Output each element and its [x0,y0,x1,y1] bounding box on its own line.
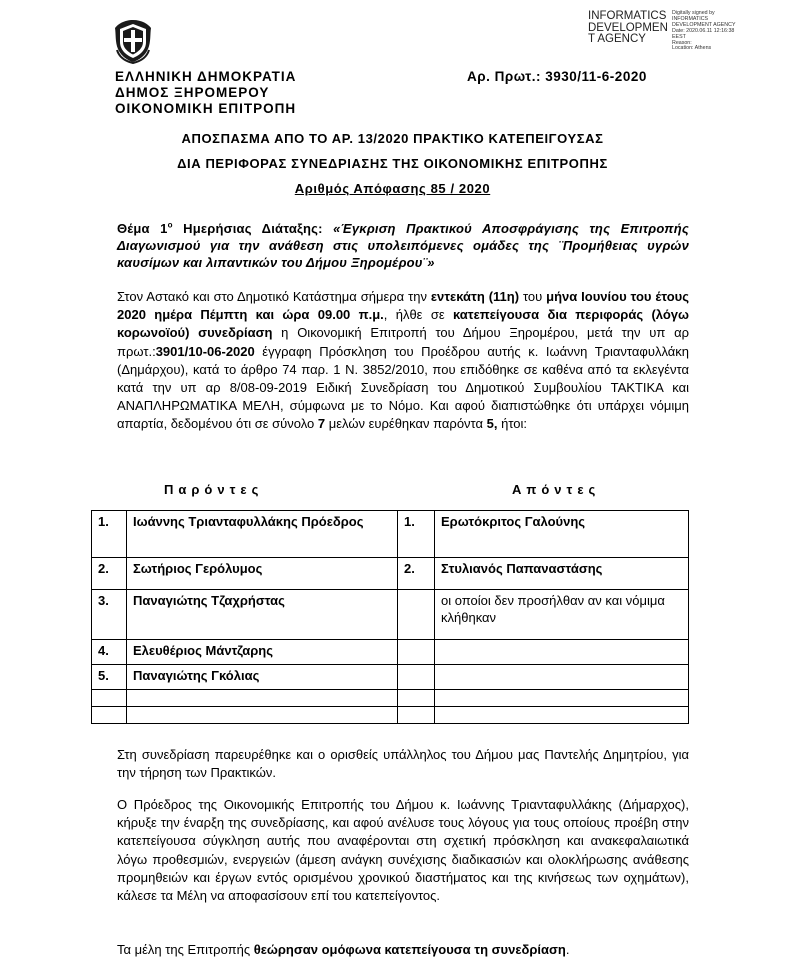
greek-coat-of-arms-icon [112,18,154,64]
present-name: Σωτήριος Γερόλυμος [127,558,398,590]
present-num: 3. [92,590,127,640]
present-name: Ελευθέριος Μάντζαρης [127,640,398,665]
table-row [92,690,689,707]
attendance-table [91,510,689,724]
org-line-committee: ΟΙΚΟΝΟΜΙΚΗ ΕΠΙΤΡΟΠΗ [115,101,297,116]
digital-signature [588,11,778,51]
present-heading: Παρόντες [164,482,264,497]
table-row [92,665,689,690]
present-name: Παναγιώτης Γκόλιας [127,665,398,690]
absent-name: Στυλιανός Παπαναστάσης [435,558,689,590]
absent-num: 1. [398,511,435,558]
present-num: 4. [92,640,127,665]
table-row [92,558,689,590]
org-line-municipality: ΔΗΜΟΣ ΞΗΡΟΜΕΡΟΥ [115,85,270,100]
subject-text: «Έγκριση Πρακτικού Αποσφράγισης της Επιτροπής Διαγωνισμού για την ανάθεση στις υπολειπόμενες ομάδες της ¨Προμήθειας υγρών καυσίμων και λιπαντικών του Δήμου Ξηρομέρου¨» [117,221,689,270]
absent-note: οι οποίοι δεν προσήλθαν αν και νόμιμα κλήθηκαν [435,590,689,640]
agenda-subject [117,220,689,271]
chairman-paragraph: Ο Πρόεδρος της Οικονομικής Επιτροπής του Δήμου κ. Ιωάννης Τριανταφυλλάκης (Δήμαρχος), κήρυξε την έναρξη της συνεδρίασης, και αφού ανέλυσε τους λόγους για τους οποίους προέβη στην κατεπείγουσα σύγκληση αυτής που αναφέρονται στη σχετική πρόσκληση και ανακεφαλαιωτικά λόγω προθεσμιών, ενεργειών (άμεση ανάγκη συνέχισης διαδικασιών και ολοκλήρωσης ανάθεσης προμηθειών και έργων εντός ορισμένου χρονικού διαστήματος και της κινήσεως των οχημάτων), κάλεσε τα Μέλη να αποφασίσουν επί του κατεπείγοντος. [117,797,689,904]
secretary-paragraph: Στη συνεδρίαση παρευρέθηκε και ο ορισθείς υπάλληλος του Δήμου μας Παντελής Δημητρίου, για την τήρηση των Πρακτικών. [117,747,689,781]
present-num: 1. [92,511,127,558]
present-name: Ιωάννης Τριανταφυλλάκης Πρόεδρος [127,511,398,558]
decision-number: Αριθμός Απόφασης 85 / 2020 [294,181,491,196]
table-row [92,590,689,640]
document-title-line2: ΔΙΑ ΠΕΡΙΦΟΡΑΣ ΣΥΝΕΔΡΙΑΣΗΣ ΤΗΣ ΟΙΚΟΝΟΜΙΚΗΣ ΕΠΙΤΡΟΠΗΣ [177,156,608,171]
absent-name: Ερωτόκριτος Γαλούνης [435,511,689,558]
table-row [92,511,689,558]
subject-label: Θέμα $1^o$ Ημερήσιας Διάταξης: [117,220,334,236]
present-num: 2. [92,558,127,590]
unanimous-paragraph: Τα μέλη της Επιτροπής θεώρησαν ομόφωνα κατεπείγουσα τη συνεδρίαση. [117,942,570,957]
present-name: Παναγιώτης Τζαχρήστας [127,590,398,640]
table-row [92,707,689,724]
intro-paragraph: Στον Αστακό και στο Δημοτικό Κατάστημα σήμερα την εντεκάτη (11η) του μήνα Ιουνίου του έτους 2020 ημέρα Πέμπτη και ώρα 09.00 π.μ., ήλθε σε κατεπείγουσα δια περιφοράς (λόγω κορωνοϊού) συνεδρίαση η Οικονομική Επιτροπή του Δήμου Ξηρομέρου, μετά την υπ αρ πρωτ.:3901/10-06-2020 έγγραφη Πρόσκληση του Προέδρου αυτής κ. Ιωάννη Τριανταφυλλάκη (Δημάρχου), κατά το άρθρο 74 παρ. 1 Ν. 3852/2010, που επιδόθηκε σε καθένα από τα εκλεγέντα κατά την υπ αρ 8/08-09-2019 Ειδική Συνεδρίαση του Δημοτικού Συμβουλίου ΤΑΚΤΙΚΑ και ΑΝΑΠΛΗΡΩΜΑΤΙΚΑ ΜΕΛΗ, σύμφωνα με το Νόμο. Και αφού διαπιστώθηκε ότι υπάρχει νόμιμη απαρτία, δεδομένου ότι σε σύνολο 7 μελών ευρέθηκαν παρόντα 5, ήτοι: [117,289,689,432]
present-num: 5. [92,665,127,690]
org-line-republic: ΕΛΛΗΝΙΚΗ ΔΗΜΟΚΡΑΤΙΑ [115,69,297,84]
absent-heading: Απόντες [512,482,601,497]
protocol-number: Αρ. Πρωτ.: 3930/11-6-2020 [467,69,647,84]
absent-num: 2. [398,558,435,590]
document-title-line1: ΑΠΟΣΠΑΣΜΑ ΑΠΟ ΤΟ ΑΡ. 13/2020 ΠΡΑΚΤΙΚΟ ΚΑΤΕΠΕΙΓΟΥΣΑΣ [181,131,604,146]
signature-signer: INFORMATICS DEVELOPMEN T AGENCY [588,10,668,45]
table-row [92,640,689,665]
signature-details: Digitally signed by INFORMATICS DEVELOPMENT AGENCY Date: 2020.06.11 12:16:38 EEST Reason: Location: Athens [672,10,736,52]
